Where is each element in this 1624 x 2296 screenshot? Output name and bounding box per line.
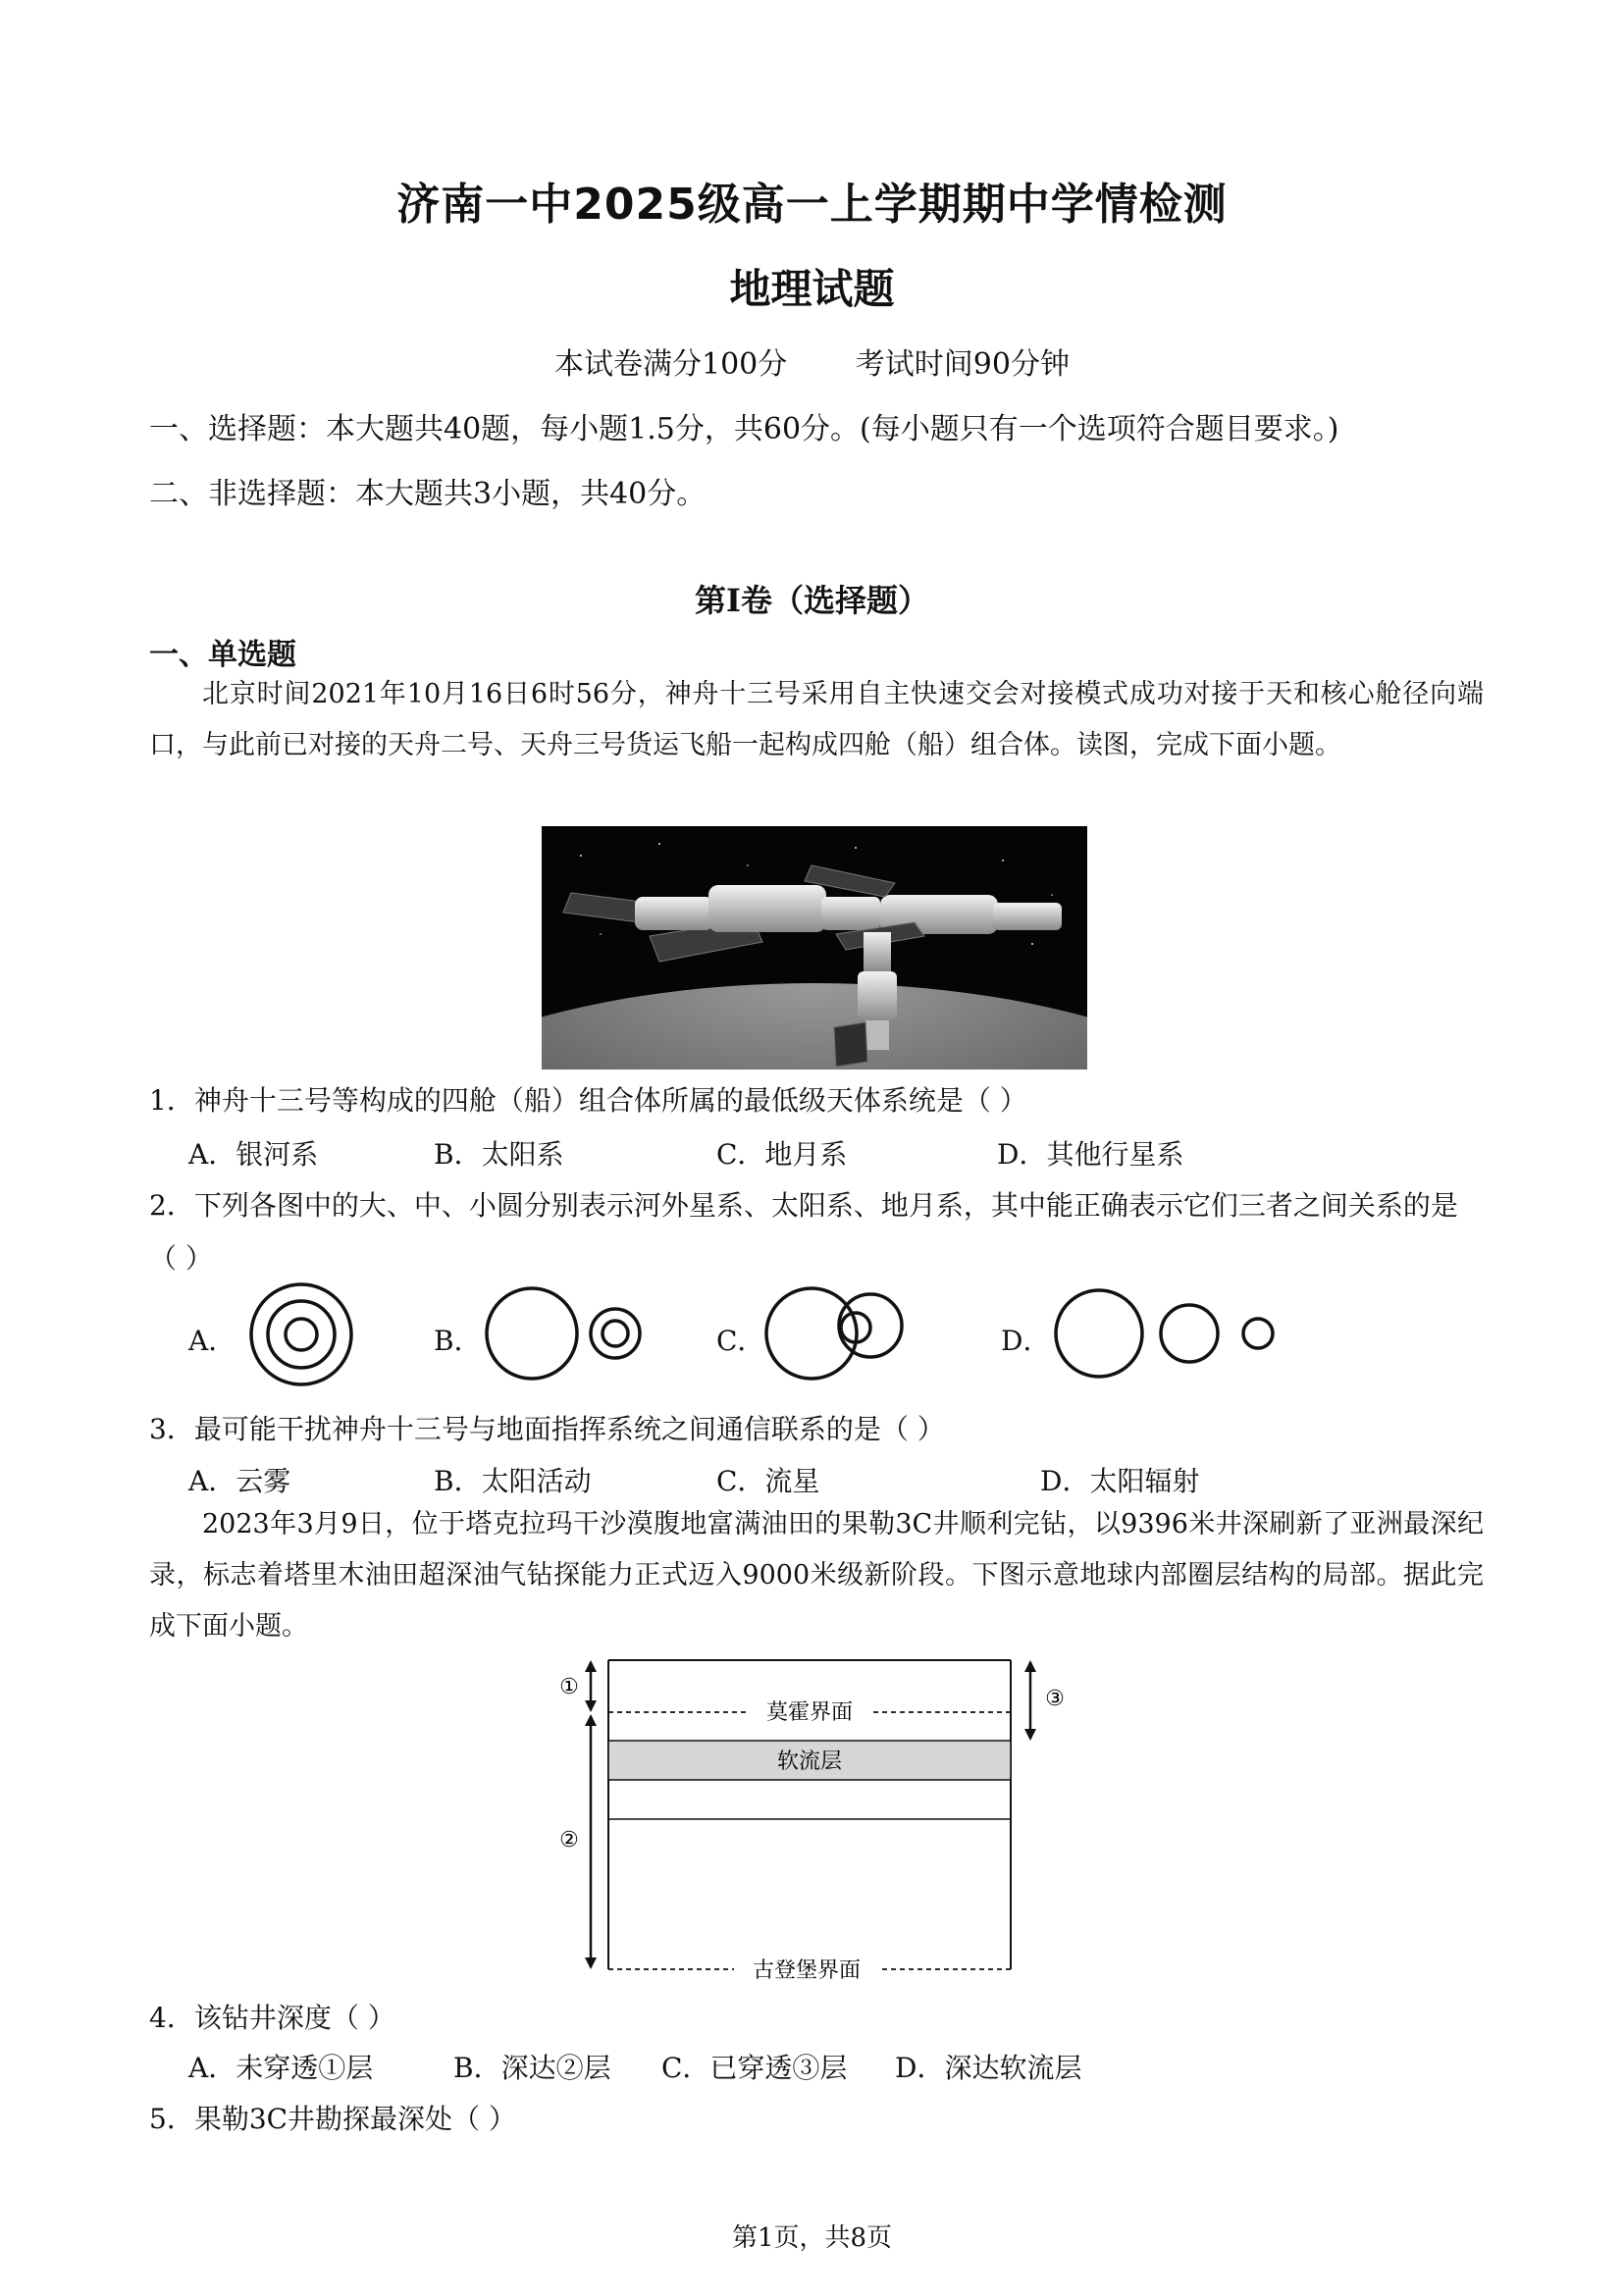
question-4: 4．该钻井深度（ ） xyxy=(149,2002,395,2034)
q2-option-c[interactable]: C． xyxy=(716,1325,765,1357)
passage-1-text: 北京时间2021年10月16日6时56分，神舟十三号采用自主快速交会对接模式成功对接于天和核心舱径向端口，与此前已对接的天舟二号、天舟三号货运飞船一起构成四舱（船）组合体。读图，完成下面小题。 xyxy=(149,679,1484,760)
q2-diagram-c xyxy=(762,1282,929,1386)
moho-label: 莫霍界面 xyxy=(765,1700,854,1725)
q4-option-c[interactable]: C．已穿透③层 xyxy=(661,2052,848,2084)
space-station-illustration xyxy=(542,826,1087,1070)
passage-2 xyxy=(149,1499,1484,1652)
exam-title: 济南一中2025级高一上学期期中学情检测 xyxy=(396,180,1228,230)
q2-diagram-b xyxy=(483,1284,650,1386)
question-2: 2．下列各图中的大、中、小圆分别表示河外星系、太阳系、地月系，其中能正确表示它们三者之间关系的是（ ） xyxy=(149,1189,1458,1275)
q1-option-c[interactable]: C．地月系 xyxy=(716,1138,848,1171)
passage-2-text: 2023年3月9日，位于塔克拉玛干沙漠腹地富满油田的果勒3C井顺利完钻，以9396米井深刷新了亚洲最深纪录，标志着塔里木油田超深油气钻探能力正式迈入9000米级新阶段。下图示意地球内部圈层结构的局部。据此完成下面小题。 xyxy=(149,1509,1484,1642)
asthenosphere-label: 软流层 xyxy=(776,1749,843,1774)
exam-info xyxy=(0,339,1624,383)
q3-option-a[interactable]: A．云雾 xyxy=(188,1465,291,1497)
q2-diagram-d xyxy=(1052,1284,1287,1386)
q3-option-c[interactable]: C．流星 xyxy=(716,1465,820,1497)
space-station-photo xyxy=(542,826,1087,1070)
q1-option-d[interactable]: D．其他行星系 xyxy=(997,1138,1184,1171)
q3-option-d[interactable]: D．太阳辐射 xyxy=(1040,1465,1200,1497)
q4-option-a[interactable]: A．未穿透①层 xyxy=(188,2052,374,2084)
q2-option-d[interactable]: D． xyxy=(1001,1325,1051,1357)
label-layer-3: ③ xyxy=(1045,1687,1065,1711)
q2-option-a[interactable]: A． xyxy=(188,1325,236,1357)
question-2-options xyxy=(149,1280,1484,1388)
instruction-nonchoice: 二、非选择题：本大题共3小题，共40分。 xyxy=(149,477,707,511)
earth-interior-diagram xyxy=(550,1650,1079,1984)
full-score: 本试卷满分100分 xyxy=(554,347,788,382)
label-layer-2: ② xyxy=(559,1828,579,1852)
label-layer-1: ① xyxy=(559,1675,579,1699)
section-subtitle: 一、单选题 xyxy=(149,638,296,672)
time-limit: 考试时间90分钟 xyxy=(855,347,1070,382)
passage-1 xyxy=(149,669,1484,771)
gutenberg-label: 古登堡界面 xyxy=(752,1958,862,1983)
q4-option-b[interactable]: B．深达②层 xyxy=(453,2052,611,2084)
q1-option-b[interactable]: B．太阳系 xyxy=(434,1138,564,1171)
question-3: 3．最可能干扰神舟十三号与地面指挥系统之间通信联系的是（ ） xyxy=(149,1413,945,1445)
page-footer: 第1页，共8页 xyxy=(731,2223,893,2253)
section-title: 第I卷（选择题） xyxy=(695,582,929,619)
q2-option-b[interactable]: B． xyxy=(434,1325,482,1357)
subject-title: 地理试题 xyxy=(729,265,895,313)
q3-option-b[interactable]: B．太阳活动 xyxy=(434,1465,592,1497)
instruction-choice: 一、选择题：本大题共40题，每小题1.5分，共60分。(每小题只有一个选项符合题目要求。) xyxy=(149,412,1339,446)
q2-diagram-a xyxy=(247,1282,355,1386)
q4-option-d[interactable]: D．深达软流层 xyxy=(895,2052,1082,2084)
question-1: 1．神舟十三号等构成的四舱（船）组合体所属的最低级天体系统是（ ） xyxy=(149,1084,1027,1117)
question-5: 5．果勒3C井勘探最深处（ ） xyxy=(149,2103,516,2135)
q1-option-a[interactable]: A．银河系 xyxy=(188,1138,319,1171)
